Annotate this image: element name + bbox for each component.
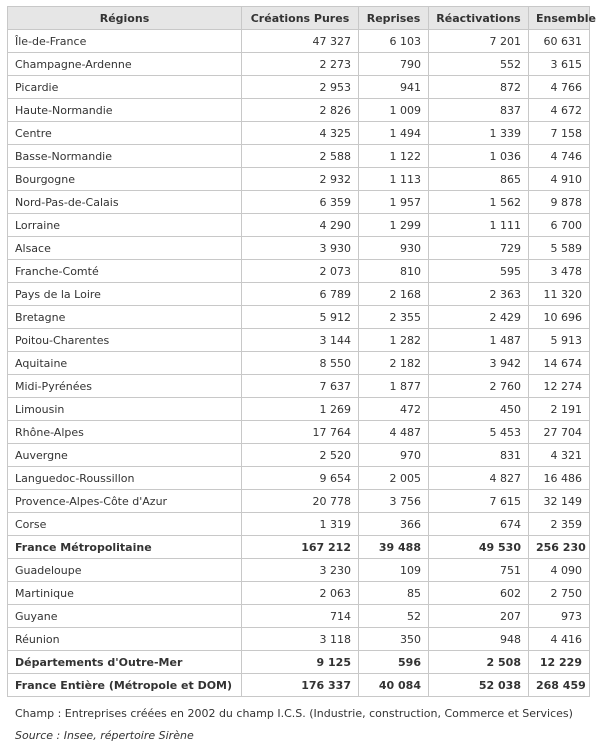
reactivations-cell: 595 [429, 260, 529, 283]
region-cell: Nord-Pas-de-Calais [8, 191, 242, 214]
reactivations-cell: 4 827 [429, 467, 529, 490]
header-regions: Régions [8, 7, 242, 30]
table-row [8, 352, 590, 375]
reactivations-cell: 2 508 [429, 651, 529, 674]
ensemble-cell: 3 615 [529, 53, 590, 76]
ensemble-cell: 32 149 [529, 490, 590, 513]
creations-cell: 6 789 [242, 283, 359, 306]
reactivations-cell: 1 339 [429, 122, 529, 145]
reprises-cell: 4 487 [359, 421, 429, 444]
table-row [8, 375, 590, 398]
header-reprises: Reprises [359, 7, 429, 30]
reactivations-cell: 837 [429, 99, 529, 122]
reactivations-cell: 2 363 [429, 283, 529, 306]
creations-cell: 9 654 [242, 467, 359, 490]
table-row [8, 444, 590, 467]
region-cell: Picardie [8, 76, 242, 99]
region-cell: Martinique [8, 582, 242, 605]
region-cell: Poitou-Charentes [8, 329, 242, 352]
reactivations-cell: 674 [429, 513, 529, 536]
region-cell: Languedoc-Roussillon [8, 467, 242, 490]
reprises-cell: 930 [359, 237, 429, 260]
region-cell: Basse-Normandie [8, 145, 242, 168]
creations-cell: 1 319 [242, 513, 359, 536]
table-row [8, 237, 590, 260]
regions-table [7, 6, 596, 697]
reprises-cell: 790 [359, 53, 429, 76]
creations-cell: 4 290 [242, 214, 359, 237]
ensemble-cell: 973 [529, 605, 590, 628]
ensemble-cell: 7 158 [529, 122, 590, 145]
table-body [8, 30, 590, 697]
reprises-cell: 2 182 [359, 352, 429, 375]
reprises-cell: 1 299 [359, 214, 429, 237]
region-cell: France Entière (Métropole et DOM) [8, 674, 242, 697]
creations-cell: 9 125 [242, 651, 359, 674]
ensemble-cell: 4 090 [529, 559, 590, 582]
reprises-cell: 1 113 [359, 168, 429, 191]
ensemble-cell: 16 486 [529, 467, 590, 490]
region-cell: Corse [8, 513, 242, 536]
region-cell: Haute-Normandie [8, 99, 242, 122]
ensemble-cell: 4 910 [529, 168, 590, 191]
table-row [8, 283, 590, 306]
creations-cell: 2 953 [242, 76, 359, 99]
creations-cell: 1 269 [242, 398, 359, 421]
region-cell: Réunion [8, 628, 242, 651]
creations-cell: 2 588 [242, 145, 359, 168]
reactivations-cell: 2 760 [429, 375, 529, 398]
ensemble-cell: 268 459 [529, 674, 590, 697]
ensemble-cell: 256 230 [529, 536, 590, 559]
table-row [8, 490, 590, 513]
region-cell: Rhône-Alpes [8, 421, 242, 444]
region-cell: Île-de-France [8, 30, 242, 53]
ensemble-cell: 60 631 [529, 30, 590, 53]
ensemble-cell: 9 878 [529, 191, 590, 214]
ensemble-cell: 4 766 [529, 76, 590, 99]
creations-cell: 4 325 [242, 122, 359, 145]
reprises-cell: 366 [359, 513, 429, 536]
source-note: Source : Insee, répertoire Sirène [15, 729, 194, 742]
reprises-cell: 970 [359, 444, 429, 467]
header-creations-pures: Créations Pures [242, 7, 359, 30]
region-cell: Guyane [8, 605, 242, 628]
region-cell: Aquitaine [8, 352, 242, 375]
region-cell: Guadeloupe [8, 559, 242, 582]
ensemble-cell: 4 672 [529, 99, 590, 122]
reactivations-cell: 552 [429, 53, 529, 76]
reactivations-cell: 49 530 [429, 536, 529, 559]
creations-cell: 2 273 [242, 53, 359, 76]
region-cell: Franche-Comté [8, 260, 242, 283]
reactivations-cell: 1 487 [429, 329, 529, 352]
table-row [8, 30, 590, 53]
table-row [8, 513, 590, 536]
ensemble-cell: 12 229 [529, 651, 590, 674]
reactivations-cell: 2 429 [429, 306, 529, 329]
table-header-row [8, 7, 590, 30]
table-row [8, 214, 590, 237]
table-subtotal-row [8, 674, 590, 697]
reactivations-cell: 865 [429, 168, 529, 191]
creations-cell: 7 637 [242, 375, 359, 398]
reprises-cell: 596 [359, 651, 429, 674]
creations-cell: 2 520 [242, 444, 359, 467]
reactivations-cell: 1 562 [429, 191, 529, 214]
table-row [8, 329, 590, 352]
table-row [8, 306, 590, 329]
table-row [8, 628, 590, 651]
creations-cell: 17 764 [242, 421, 359, 444]
ensemble-cell: 12 274 [529, 375, 590, 398]
reprises-cell: 1 009 [359, 99, 429, 122]
ensemble-cell: 10 696 [529, 306, 590, 329]
creations-cell: 2 826 [242, 99, 359, 122]
ensemble-cell: 4 746 [529, 145, 590, 168]
creations-cell: 2 063 [242, 582, 359, 605]
reactivations-cell: 7 615 [429, 490, 529, 513]
reactivations-cell: 450 [429, 398, 529, 421]
ensemble-cell: 2 750 [529, 582, 590, 605]
reprises-cell: 1 957 [359, 191, 429, 214]
reprises-cell: 2 355 [359, 306, 429, 329]
ensemble-cell: 4 321 [529, 444, 590, 467]
ensemble-cell: 14 674 [529, 352, 590, 375]
region-cell: Lorraine [8, 214, 242, 237]
reprises-cell: 941 [359, 76, 429, 99]
table-row [8, 467, 590, 490]
table-row [8, 53, 590, 76]
table-row [8, 145, 590, 168]
reprises-cell: 350 [359, 628, 429, 651]
table-row [8, 582, 590, 605]
table-row [8, 191, 590, 214]
reactivations-cell: 872 [429, 76, 529, 99]
creations-cell: 8 550 [242, 352, 359, 375]
reprises-cell: 810 [359, 260, 429, 283]
reprises-cell: 40 084 [359, 674, 429, 697]
reprises-cell: 1 494 [359, 122, 429, 145]
reprises-cell: 109 [359, 559, 429, 582]
ensemble-cell: 3 478 [529, 260, 590, 283]
reactivations-cell: 948 [429, 628, 529, 651]
region-cell: Départements d'Outre-Mer [8, 651, 242, 674]
reactivations-cell: 831 [429, 444, 529, 467]
reprises-cell: 39 488 [359, 536, 429, 559]
reactivations-cell: 1 111 [429, 214, 529, 237]
region-cell: Bretagne [8, 306, 242, 329]
ensemble-cell: 11 320 [529, 283, 590, 306]
table-notes [7, 707, 589, 742]
reactivations-cell: 5 453 [429, 421, 529, 444]
table-row [8, 605, 590, 628]
reactivations-cell: 602 [429, 582, 529, 605]
creations-cell: 167 212 [242, 536, 359, 559]
creations-cell: 3 144 [242, 329, 359, 352]
creations-cell: 3 118 [242, 628, 359, 651]
ensemble-cell: 6 700 [529, 214, 590, 237]
scope-note: Champ : Entreprises créées en 2002 du champ I.C.S. (Industrie, construction, Commerce et Services) [15, 707, 573, 720]
table-row [8, 559, 590, 582]
ensemble-cell: 2 191 [529, 398, 590, 421]
data-table-container [7, 6, 596, 751]
reprises-cell: 2 168 [359, 283, 429, 306]
ensemble-cell: 5 913 [529, 329, 590, 352]
region-cell: Centre [8, 122, 242, 145]
table-subtotal-row [8, 536, 590, 559]
reactivations-cell: 52 038 [429, 674, 529, 697]
reprises-cell: 1 282 [359, 329, 429, 352]
reprises-cell: 2 005 [359, 467, 429, 490]
region-cell: Midi-Pyrénées [8, 375, 242, 398]
reprises-cell: 6 103 [359, 30, 429, 53]
reprises-cell: 3 756 [359, 490, 429, 513]
table-row [8, 260, 590, 283]
reprises-cell: 85 [359, 582, 429, 605]
creations-cell: 20 778 [242, 490, 359, 513]
creations-cell: 6 359 [242, 191, 359, 214]
ensemble-cell: 5 589 [529, 237, 590, 260]
creations-cell: 2 073 [242, 260, 359, 283]
table-row [8, 421, 590, 444]
reprises-cell: 1 877 [359, 375, 429, 398]
ensemble-cell: 2 359 [529, 513, 590, 536]
reprises-cell: 52 [359, 605, 429, 628]
header-reactivations: Réactivations [429, 7, 529, 30]
reprises-cell: 472 [359, 398, 429, 421]
table-row [8, 76, 590, 99]
ensemble-cell: 4 416 [529, 628, 590, 651]
creations-cell: 3 230 [242, 559, 359, 582]
table-subtotal-row [8, 651, 590, 674]
reactivations-cell: 751 [429, 559, 529, 582]
region-cell: Limousin [8, 398, 242, 421]
table-row [8, 168, 590, 191]
region-cell: Auvergne [8, 444, 242, 467]
reprises-cell: 1 122 [359, 145, 429, 168]
header-ensemble: Ensemble [529, 7, 590, 30]
reactivations-cell: 3 942 [429, 352, 529, 375]
reactivations-cell: 207 [429, 605, 529, 628]
creations-cell: 176 337 [242, 674, 359, 697]
reactivations-cell: 729 [429, 237, 529, 260]
region-cell: Alsace [8, 237, 242, 260]
creations-cell: 5 912 [242, 306, 359, 329]
reactivations-cell: 7 201 [429, 30, 529, 53]
region-cell: Champagne-Ardenne [8, 53, 242, 76]
region-cell: Pays de la Loire [8, 283, 242, 306]
region-cell: Bourgogne [8, 168, 242, 191]
table-row [8, 398, 590, 421]
region-cell: Provence-Alpes-Côte d'Azur [8, 490, 242, 513]
table-row [8, 122, 590, 145]
region-cell: France Métropolitaine [8, 536, 242, 559]
creations-cell: 714 [242, 605, 359, 628]
ensemble-cell: 27 704 [529, 421, 590, 444]
creations-cell: 47 327 [242, 30, 359, 53]
creations-cell: 3 930 [242, 237, 359, 260]
table-row [8, 99, 590, 122]
creations-cell: 2 932 [242, 168, 359, 191]
reactivations-cell: 1 036 [429, 145, 529, 168]
